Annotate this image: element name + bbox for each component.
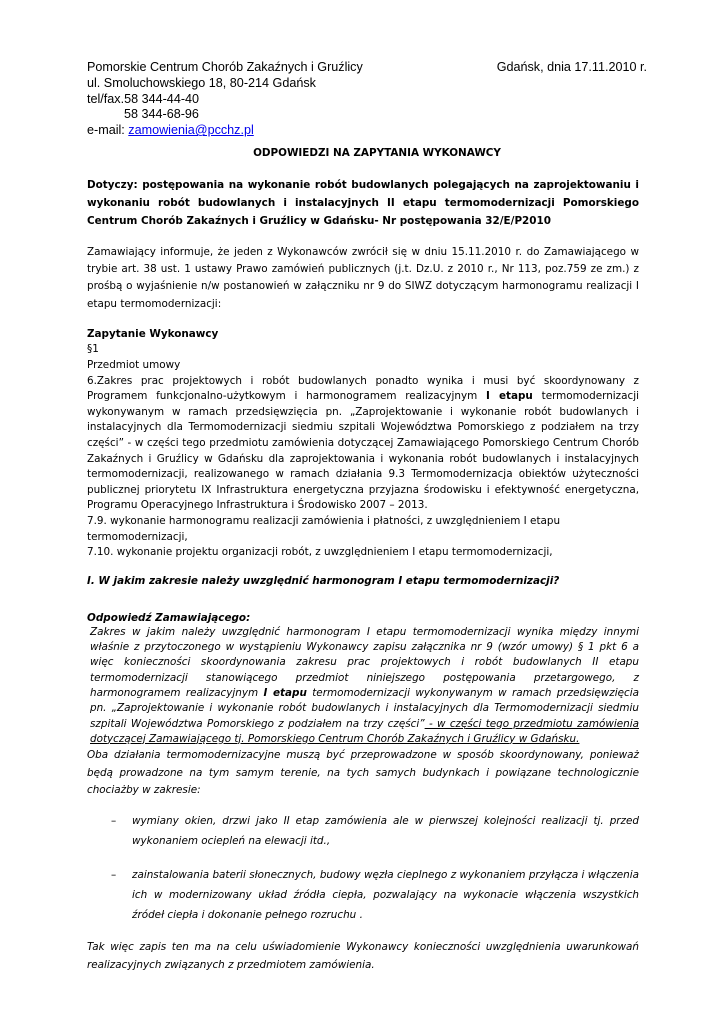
question-section: §1 bbox=[87, 343, 99, 356]
org-phone: 58 344-68-96 bbox=[124, 107, 199, 122]
answer-text-cont: termomodernizacji wykonywanym w ramach przedsięwzięcia pn. „Zaprojektowanie i wykonanie robót budowlanych i instalacyjnych dla Termomodernizacji siedmiu szpitali Województwa Pomorskiego z podziałem na trzy części” bbox=[90, 686, 639, 730]
question-point-7-10: 7.10. wykonanie projektu organizacji robót, z uwzględnieniem I etapu termomodernizacji, bbox=[87, 546, 553, 559]
point-6-bold: I etapu bbox=[486, 390, 533, 403]
dash-bullet-icon: – bbox=[111, 815, 117, 828]
answer-paragraph-2: Oba działania termomodernizacyjne muszą być przeprowadzone w sposób skoordynowany, ponieważ będą prowadzone na tym samym terenie, na tych samych budynkach i powiązane technologicznie chociażby w zakresie: bbox=[87, 749, 639, 796]
point-6-text: 6.Zakres prac projektowych i robót budowlanych ponadto wynika i musi być skoordynowany z Programem funkcjonalno-użytkowym i harmonogramem realizacyjnym bbox=[87, 374, 639, 403]
answer-heading: Odpowiedź Zamawiającego: bbox=[87, 611, 251, 624]
org-telfax: tel/fax.58 344-44-40 bbox=[87, 91, 200, 106]
answer-paragraph-1 bbox=[87, 625, 639, 747]
question-heading: Zapytanie Wykonawcy bbox=[87, 327, 219, 340]
question-subject: Przedmiot umowy bbox=[87, 359, 181, 371]
document-date: Gdańsk, dnia 17.11.2010 r. bbox=[496, 60, 647, 74]
org-address: ul. Smoluchowskiego 18, 80-214 Gdańsk bbox=[87, 75, 316, 90]
closing-paragraph: Tak więc zapis ten ma na celu uświadomienie Wykonawcy konieczności uwzględnienia uwarunkowań realizacyjnych związanych z przedmiotem zamówienia. bbox=[87, 941, 639, 971]
email-label: e-mail: bbox=[87, 123, 129, 138]
letterhead bbox=[87, 60, 647, 139]
dash-bullet-icon: – bbox=[111, 869, 117, 882]
subject-paragraph: Dotyczy: postępowania na wykonanie robót budowlanych polegających na zaprojektowaniu i wykonaniu robót budowlanych i instalacyjnych II etapu termomodernizacji Pomorskiego Centrum Chorób Zakaźnych i Gruźlicy w Gdańsku- Nr postępowania 32/E/P2010 bbox=[87, 179, 639, 227]
org-name: Pomorskie Centrum Chorób Zakaźnych i Gruźlicy bbox=[87, 60, 363, 74]
question-point-6 bbox=[87, 374, 639, 514]
info-paragraph: Zamawiający informuje, że jeden z Wykonawców zwrócił się w dniu 15.11.2010 r. do Zamawiającego w trybie art. 38 ust. 1 ustawy Prawo zamówień publicznych (j.t. Dz.U. z 2010 r., Nr 113, poz.759 ze zm.) z prośbą o wyjaśnienie n/w postanowień w załączniku nr 9 do SIWZ dotyczącym harmonogramu realizacji I etapu termomodernizacji: bbox=[87, 246, 639, 310]
answer-underlined: - w części tego przedmiotu zamówienia dotyczącej Zamawiającego tj. Pomorskiego Centrum Chorób Zakaźnych i Gruźlicy w Gdańsku. bbox=[90, 717, 639, 745]
answer-text: Zakres w jakim należy uwzględnić harmonogram I etapu termomodernizacji wynika między innymi właśnie z przytoczonego w wystąpieniu Wykonawcy zapisu załącznika nr 9 (wzór umowy) § 1 pkt 6 a więc konieczności skoordynowania zakresu prac projektowych i robót budowlanych II etapu termomodernizacji stanowiącego przedmiot niniejszego postępowania przetargowego, z harmonogramem realizacyjnym bbox=[90, 625, 639, 699]
answer-bold: I etapu bbox=[263, 686, 307, 699]
email-link[interactable]: zamowienia@pcchz.pl bbox=[128, 123, 254, 138]
list-item-text: wymiany okien, drzwi jako II etap zamówienia ale w pierwszej kolejności realizacji tj. przed wykonaniem ociepleń na elewacji itd., bbox=[132, 815, 639, 848]
document-title: ODPOWIEDZI NA ZAPYTANIA WYKONAWCY bbox=[253, 147, 501, 159]
question-1: I. W jakim zakresie należy uwzględnić harmonogram I etapu termomodernizacji? bbox=[87, 574, 560, 587]
document-body bbox=[87, 141, 639, 974]
org-email-line bbox=[87, 123, 647, 139]
answer-list bbox=[87, 811, 639, 925]
point-6-text-cont: termomodernizacji wykonywanym w ramach przedsięwzięcia pn. „Zaprojektowanie i wykonanie robót budowlanych i instalacyjnych dla Termomodernizacji siedmiu szpitali Województwa Pomorskiego z podziałem na trzy części” - w części tego przedmiotu zamówienia dotyczącej Zamawiającego Pomorskiego Centrum Chorób Zakaźnych i Gruźlicy w Gdańsku dla zaprojektowania i wykonania robót budowlanych i instalacyjnych termomodernizacji, realizowanego w ramach działania 9.3 Termomodernizacja obiektów użyteczności publicznej priorytetu IX Infrastruktura energetyczna przyjazna środowisku i efektywność energetyczna, Programu Operacyjnego Infrastruktura i Środowisko 2007 – 2013. bbox=[87, 390, 639, 512]
list-item bbox=[87, 811, 639, 851]
list-item-text: zainstalowania baterii słonecznych, budowy węzła cieplnego z wykonaniem przyłącza i włączenia ich w modernizowany układ źródła ciepła, pozwalający na wykonacie włączenia wszystkich źródeł ciepła i dokonanie pełnego rozruchu . bbox=[132, 869, 639, 922]
list-item bbox=[87, 865, 639, 925]
contractor-question bbox=[87, 327, 639, 561]
question-point-7-9: 7.9. wykonanie harmonogramu realizacji zamówienia i płatności, z uwzględnieniem I etapu termomodernizacji, bbox=[87, 514, 561, 543]
